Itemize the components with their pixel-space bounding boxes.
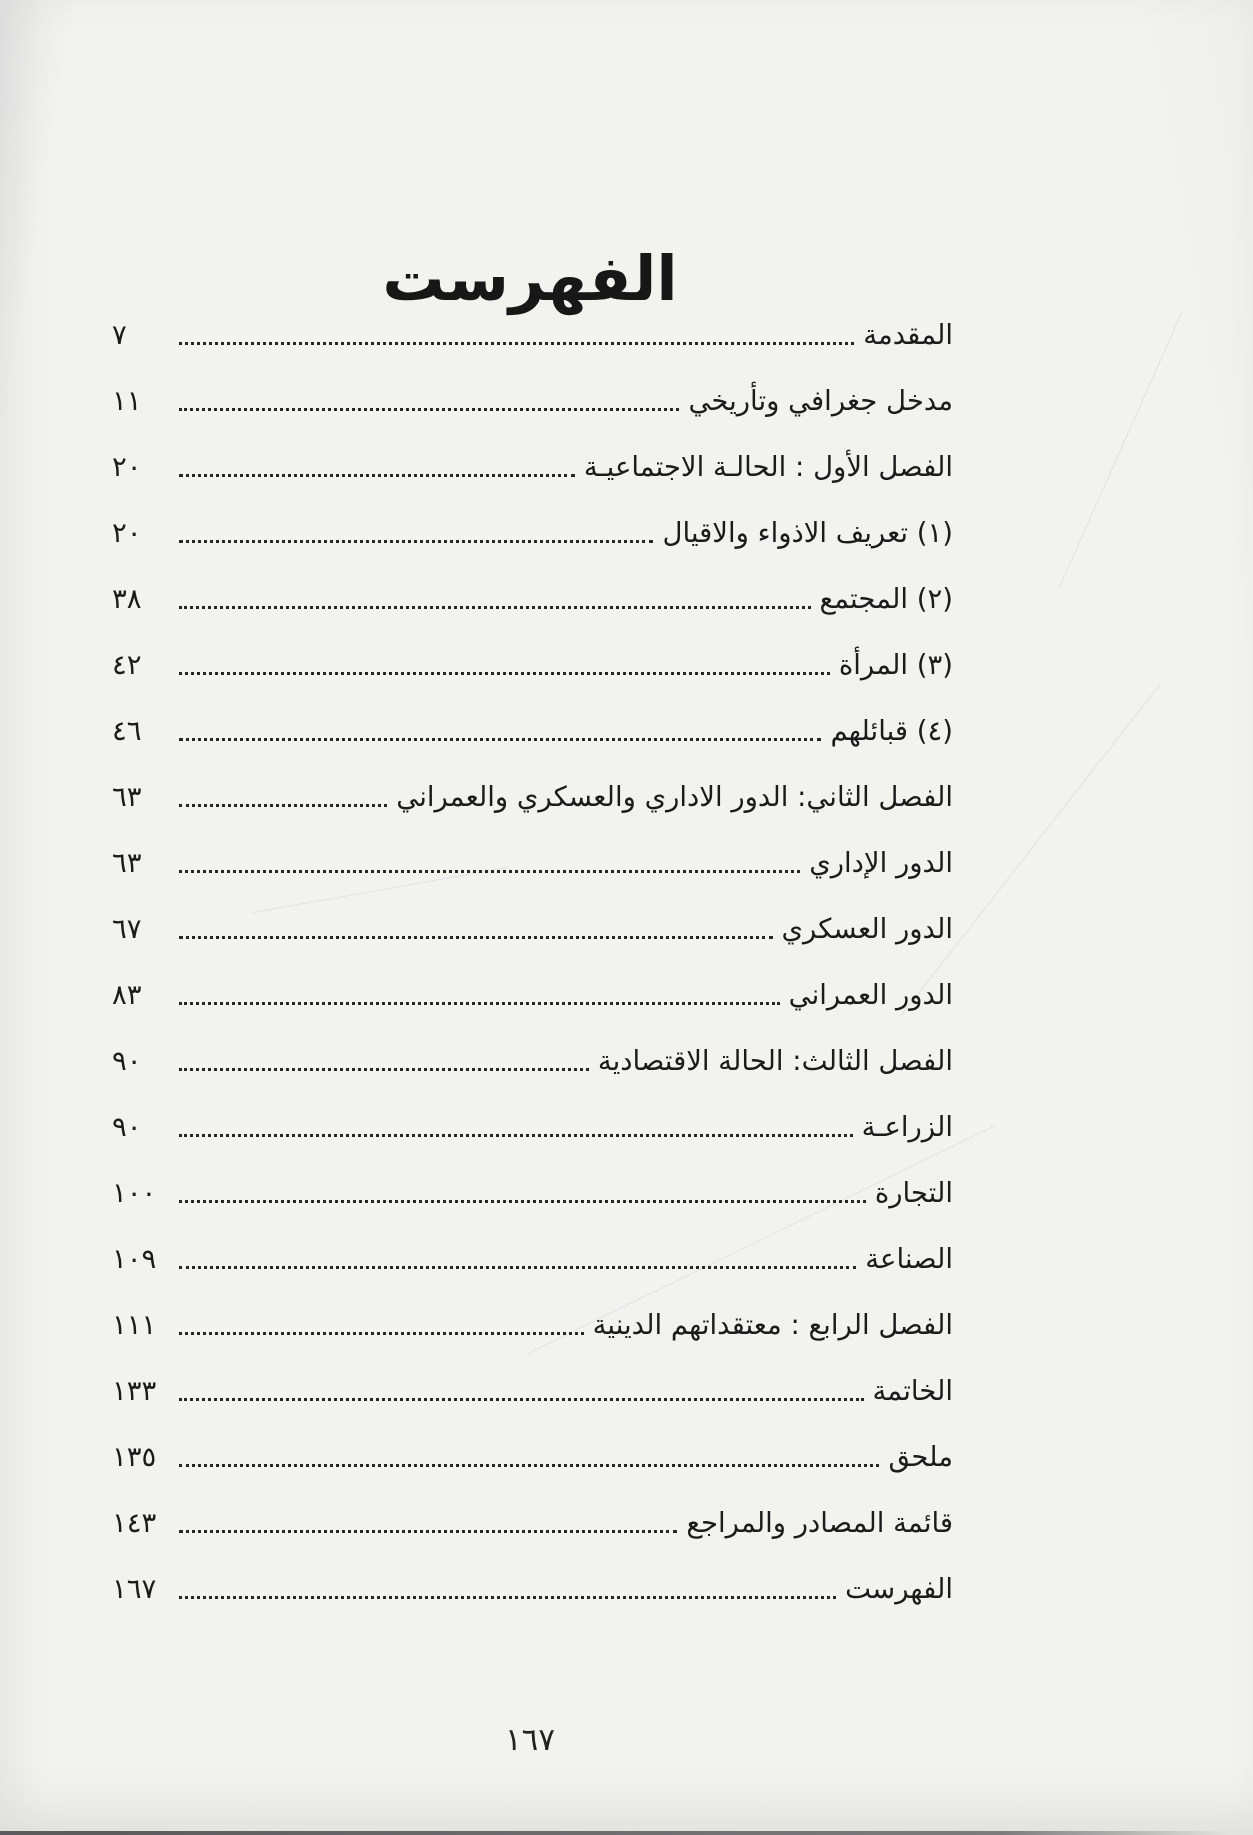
toc-list — [112, 286, 953, 1606]
toc-entry-title: الفصل الثاني: الدور الاداري والعسكري والعمراني — [396, 780, 953, 813]
toc-entry-page: ١٣٣ — [112, 1374, 157, 1407]
toc-entry-page: ٤٦ — [112, 714, 142, 747]
dot-leader — [179, 1134, 853, 1137]
toc-entry — [112, 1276, 953, 1342]
toc-entry-page: ٩٠ — [112, 1110, 142, 1143]
dot-leader — [179, 408, 679, 411]
toc-entry — [112, 1540, 953, 1606]
toc-entry — [112, 1210, 953, 1276]
toc-entry-title: الزراعـة — [861, 1110, 953, 1143]
toc-entry-title: التجارة — [874, 1176, 953, 1209]
toc-entry-title: مدخل جغرافي وتأريخي — [688, 384, 953, 417]
toc-entry-page: ٣٨ — [112, 582, 142, 615]
toc-entry-title: (٣) المرأة — [838, 648, 953, 681]
dot-leader — [179, 1464, 879, 1467]
toc-entry — [112, 550, 953, 616]
dot-leader — [179, 672, 830, 675]
toc-entry — [112, 814, 953, 880]
dot-leader — [179, 606, 811, 609]
toc-entry-title: ملحق — [888, 1440, 953, 1473]
toc-entry — [112, 682, 953, 748]
dot-leader — [179, 936, 773, 939]
toc-entry-page: ٢٠ — [112, 516, 142, 549]
toc-entry-title: الدور العسكري — [781, 912, 953, 945]
toc-entry — [112, 748, 953, 814]
toc-entry — [112, 418, 953, 484]
toc-entry-title: الفصل الرابع : معتقداتهم الدينية — [592, 1308, 953, 1341]
toc-entry — [112, 880, 953, 946]
toc-entry-page: ٦٣ — [112, 780, 142, 813]
toc-entry-title: (٤) قبائلهم — [830, 714, 953, 747]
toc-entry-title: الصناعة — [865, 1242, 953, 1275]
toc-entry — [112, 616, 953, 682]
dot-leader — [179, 1596, 836, 1599]
toc-entry — [112, 286, 953, 352]
toc-entry-title: قائمة المصادر والمراجع — [686, 1506, 953, 1539]
toc-entry-title: (٢) المجتمع — [819, 582, 953, 615]
dot-leader — [179, 474, 575, 477]
toc-entry — [112, 1408, 953, 1474]
toc-entry-page: ١٦٧ — [112, 1572, 157, 1605]
dot-leader — [179, 342, 854, 345]
toc-entry-page: ١٠٠ — [112, 1176, 157, 1209]
toc-entry-page: ٩٠ — [112, 1044, 142, 1077]
dot-leader — [179, 738, 821, 741]
dot-leader — [179, 1398, 864, 1401]
toc-entry-page: ٤٢ — [112, 648, 142, 681]
toc-entry-page: ٧ — [112, 318, 127, 351]
toc-entry-title: الدور العمراني — [788, 978, 953, 1011]
toc-entry-page: ٦٣ — [112, 846, 142, 879]
dot-leader — [179, 1266, 856, 1269]
toc-entry-page: ٦٧ — [112, 912, 142, 945]
toc-entry-title: الدور الإداري — [809, 846, 953, 879]
toc-entry-page: ٢٠ — [112, 450, 142, 483]
toc-entry-page: ١٣٥ — [112, 1440, 157, 1473]
page-title: الفهرست — [382, 241, 678, 315]
toc-entry — [112, 1078, 953, 1144]
toc-entry — [112, 352, 953, 418]
toc-entry-title: (١) تعريف الاذواء والاقيال — [662, 516, 953, 549]
dot-leader — [179, 1332, 584, 1335]
dot-leader — [179, 1200, 866, 1203]
dot-leader — [179, 540, 653, 543]
dot-leader — [179, 804, 387, 807]
toc-entry — [112, 1144, 953, 1210]
scan-edge-shadow — [0, 1831, 1253, 1835]
toc-entry — [112, 1012, 953, 1078]
toc-entry-title: الخاتمة — [872, 1374, 953, 1407]
toc-entry — [112, 1474, 953, 1540]
toc-entry — [112, 484, 953, 550]
dot-leader — [179, 870, 800, 873]
toc-entry-page: ٨٣ — [112, 978, 142, 1011]
toc-entry — [112, 1342, 953, 1408]
toc-entry-page: ١٤٣ — [112, 1506, 157, 1539]
toc-entry-title: الفهرست — [845, 1572, 953, 1605]
dot-leader — [179, 1530, 677, 1533]
folio-page-number: ١٦٧ — [505, 1722, 555, 1758]
toc-entry-page: ١٠٩ — [112, 1242, 157, 1275]
toc-entry — [112, 946, 953, 1012]
toc-entry-title: الفصل الأول : الحالـة الاجتماعيـة — [583, 450, 953, 483]
toc-entry-page: ١١١ — [112, 1308, 157, 1341]
toc-entry-page: ١١ — [112, 384, 142, 417]
dot-leader — [179, 1002, 780, 1005]
toc-entry-title: الفصل الثالث: الحالة الاقتصادية — [597, 1044, 953, 1077]
scan-crease — [1059, 313, 1182, 587]
toc-entry-title: المقدمة — [863, 318, 953, 351]
dot-leader — [179, 1068, 589, 1071]
